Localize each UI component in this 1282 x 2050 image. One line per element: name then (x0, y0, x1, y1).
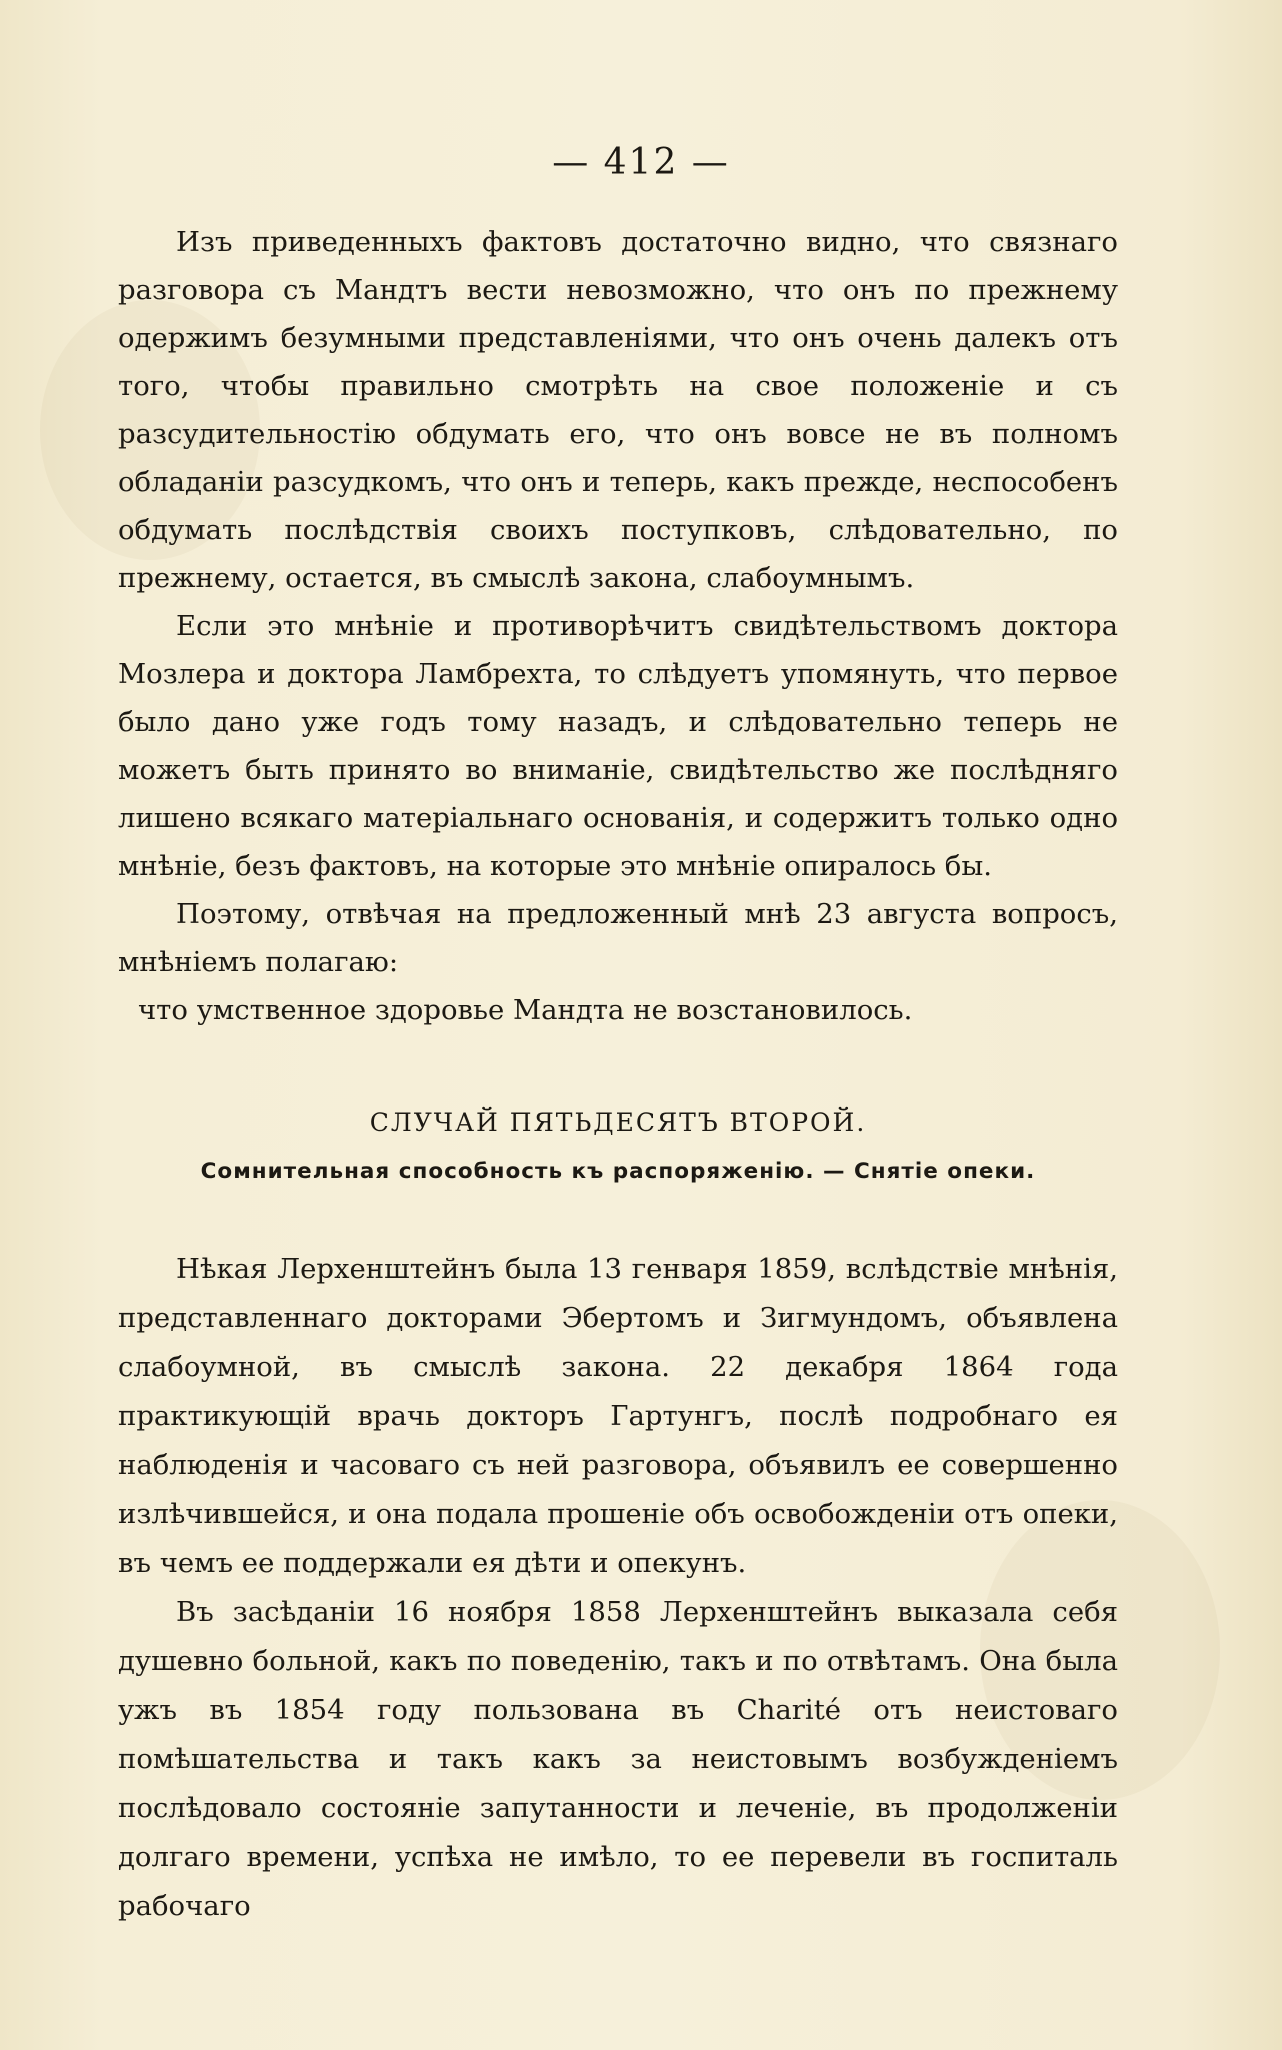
case-title: СЛУЧАЙ ПЯТЬДЕСЯТЪ ВТОРОЙ. (369, 1108, 867, 1137)
paragraph: Нѣкая Лерхенштейнъ была 13 генваря 1859, вслѣдствіе мнѣнія, представленнаго докторами Эбертомъ и Зигмундомъ, объявлена слабоумной, въ смыслѣ закона. 22 декабря 1864 года практикующій врачь докторъ Гартунгъ, послѣ подробнаго ея наблюденія и часоваго съ ней разговора, объявилъ ее совершенно излѣчившейся, и она подала прошеніе объ освобожденіи отъ опеки, въ чемъ ее поддержали ея дѣти и опекунъ. (118, 1253, 1118, 1579)
paragraph: Изъ приведенныхъ фактовъ достаточно видно, что связнаго разговора съ Мандтъ вести невозможно, что онъ по прежнему одержимъ безумными представленіями, что онъ очень далекъ отъ того, чтобы правильно смотрѣть на свое положеніе и съ разсудительностію обдумать его, что онъ вовсе не въ полномъ обладаніи разсудкомъ, что онъ и теперь, какъ прежде, неспособенъ обдумать послѣдствія своихъ поступковъ, слѣдовательно, по прежнему, остается, въ смыслѣ закона, слабоумнымъ. (118, 226, 1118, 594)
case-subtitle: Сомнительная способность къ распоряженію. — Снятіе опеки. (200, 1159, 1036, 1184)
page-number: — 412 — (552, 142, 730, 183)
body-text-bottom (118, 1245, 1118, 1931)
paragraph: Если это мнѣніе и противорѣчитъ свидѣтельствомъ доктора Мозлера и доктора Ламбрехта, то слѣдуетъ упомянуть, что первое было дано уже годъ тому назадъ, и слѣдовательно теперь не можетъ быть принято во вниманіе, свидѣтельство же послѣдняго лишено всякаго матеріальнаго основанія, и содержитъ только одно мнѣніе, безъ фактовъ, на которые это мнѣніе опиралось бы. (118, 610, 1118, 882)
body-text-top (118, 218, 1118, 1034)
paragraph: Поэтому, отвѣчая на предложенный мнѣ 23 августа вопросъ, мнѣніемъ полагаю: (118, 898, 1118, 978)
case-heading (118, 1108, 1118, 1184)
paragraph: что умственное здоровье Мандта не возстановилось. (138, 994, 913, 1026)
paragraph: Въ засѣданіи 16 ноября 1858 Лерхенштейнъ выказала себя душевно больной, какъ по поведенію, такъ и по отвѣтамъ. Она была ужъ въ 1854 году пользована въ Charité отъ неистоваго помѣшательства и такъ какъ за неистовымъ возбужденіемъ послѣдовало состояніе запутанности и леченіе, въ продолженіи долгаго времени, успѣха не имѣло, то ее перевели въ госпиталь рабочаго (118, 1596, 1118, 1922)
